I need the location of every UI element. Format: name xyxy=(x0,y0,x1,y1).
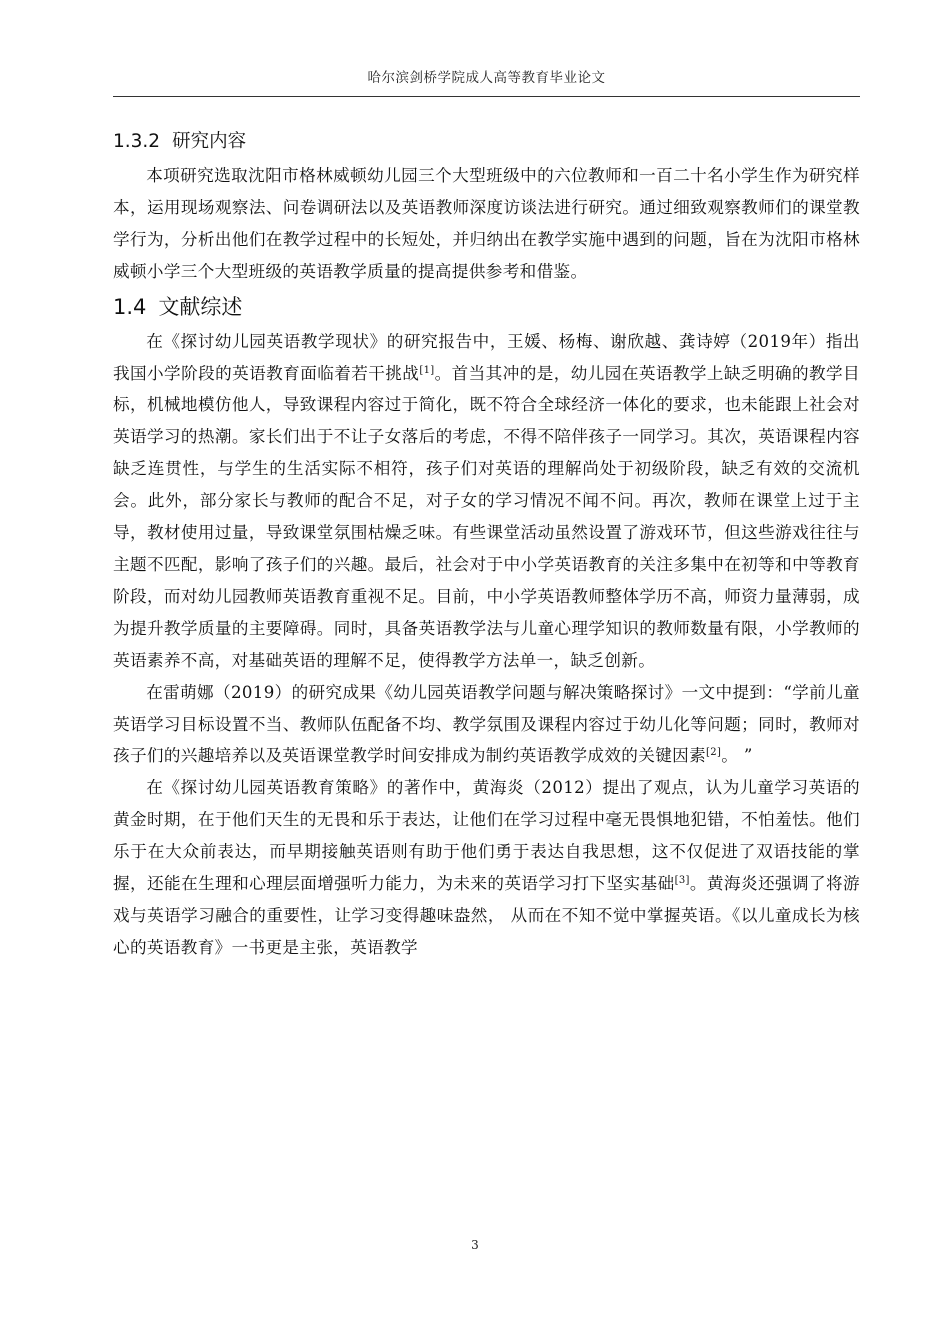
section-heading-1-3-2 xyxy=(113,124,860,160)
paragraph-text: 在《探讨幼儿园英语教学现状》的研究报告中，王媛、杨梅、谢欣越、龚诗婷（2019年）指出我国小学阶段的英语教育面临着若干挑战 xyxy=(113,331,860,383)
paragraph-research-content: 本项研究选取沈阳市格林威顿幼儿园三个大型班级中的六位教师和一百二十名小学生作为研究样本，运用现场观察法、问卷调研法以及英语教师深度访谈法进行研究。通过细致观察教师们的课堂教学行为，分析出他们在教学过程中的长短处，并归纳出在教学实施中遇到的问题，旨在为沈阳市格林威顿小学三个大型班级的英语教学质量的提高提供参考和借鉴。 xyxy=(113,166,860,281)
paragraph-literature-2 xyxy=(113,677,860,773)
paragraph-text: 。 ” xyxy=(721,746,753,766)
citation-ref-1: [1] xyxy=(419,364,435,376)
paragraph-literature-1 xyxy=(113,326,860,677)
page-body xyxy=(113,124,860,964)
paragraph-text: 在《探讨幼儿园英语教育策略》的著作中，黄海炎（2012）提出了观点，认为儿童学习英语的黄金时期，在于他们天生的无畏和乐于表达，让他们在学习过程中毫无畏惧地犯错，不怕羞怯。他们乐于在大众前表达，而早期接触英语则有助于他们勇于表达自我思想，这不仅促进了双语技能的掌握，还能在生理和心理层面增强听力能力，为未来的英语学习打下坚实基础 xyxy=(113,778,860,894)
section-title: 研究内容 xyxy=(172,131,247,152)
citation-ref-2: [2] xyxy=(706,747,722,759)
page-number: 3 xyxy=(471,1238,479,1252)
section-title: 文献综述 xyxy=(158,294,243,319)
running-header: 哈尔滨剑桥学院成人高等教育毕业论文 xyxy=(367,70,606,86)
section-number: 1.4 xyxy=(113,294,147,319)
paragraph-text: 在雷萌娜（2019）的研究成果《幼儿园英语教学问题与解决策略探讨》一文中提到：“学前儿童英语学习目标设置不当、教师队伍配备不均、教学氛围及课程内容过于幼儿化等问题；同时，教师对孩子们的兴趣培养以及英语课堂教学时间安排成为制约英语教学成效的关键因素 xyxy=(113,682,860,766)
paragraph-text: 。黄海炎还强调了将游戏与英语学习融合的重要性，让学习变得趣味盎然， 从而在不知不觉中掌握英语。《以儿童成长为核心的英语教育》一书更是主张，英语教学 xyxy=(113,874,860,957)
paragraph-text: 。首当其冲的是，幼儿园在英语教学上缺乏明确的教学目标，机械地模仿他人，导致课程内容过于简化，既不符合全球经济一体化的要求，也未能跟上社会对英语学习的热潮。家长们出于不让子女落后的考虑，不得不陪伴孩子一同学习。其次，英语课程内容缺乏连贯性，与学生的生活实际不相符，孩子们对英语的理解尚处于初级阶段，缺乏有效的交流机会。此外，部分家长与教师的配合不足，对子女的学习情况不闻不问。再次，教师在课堂上过于主导，教材使用过量，导致课堂氛围枯燥乏味。有些课堂活动虽然设置了游戏环节，但这些游戏往往与主题不匹配，影响了孩子们的兴趣。最后，社会对于中小学英语教育的关注多集中在初等和中等教育阶段，而对幼儿园教师英语教育重视不足。目前，中小学英语教师整体学历不高，师资力量薄弱，成为提升教学质量的主要障碍。同时，具备英语教学法与儿童心理学知识的教师数量有限，小学教师的英语素养不高，对基础英语的理解不足，使得教学方法单一，缺乏创新。 xyxy=(113,363,860,670)
paragraph-literature-3 xyxy=(113,772,860,963)
section-number: 1.3.2 xyxy=(113,131,161,152)
section-heading-1-4 xyxy=(113,288,860,326)
citation-ref-3: [3] xyxy=(674,875,690,887)
header-rule xyxy=(113,96,860,97)
